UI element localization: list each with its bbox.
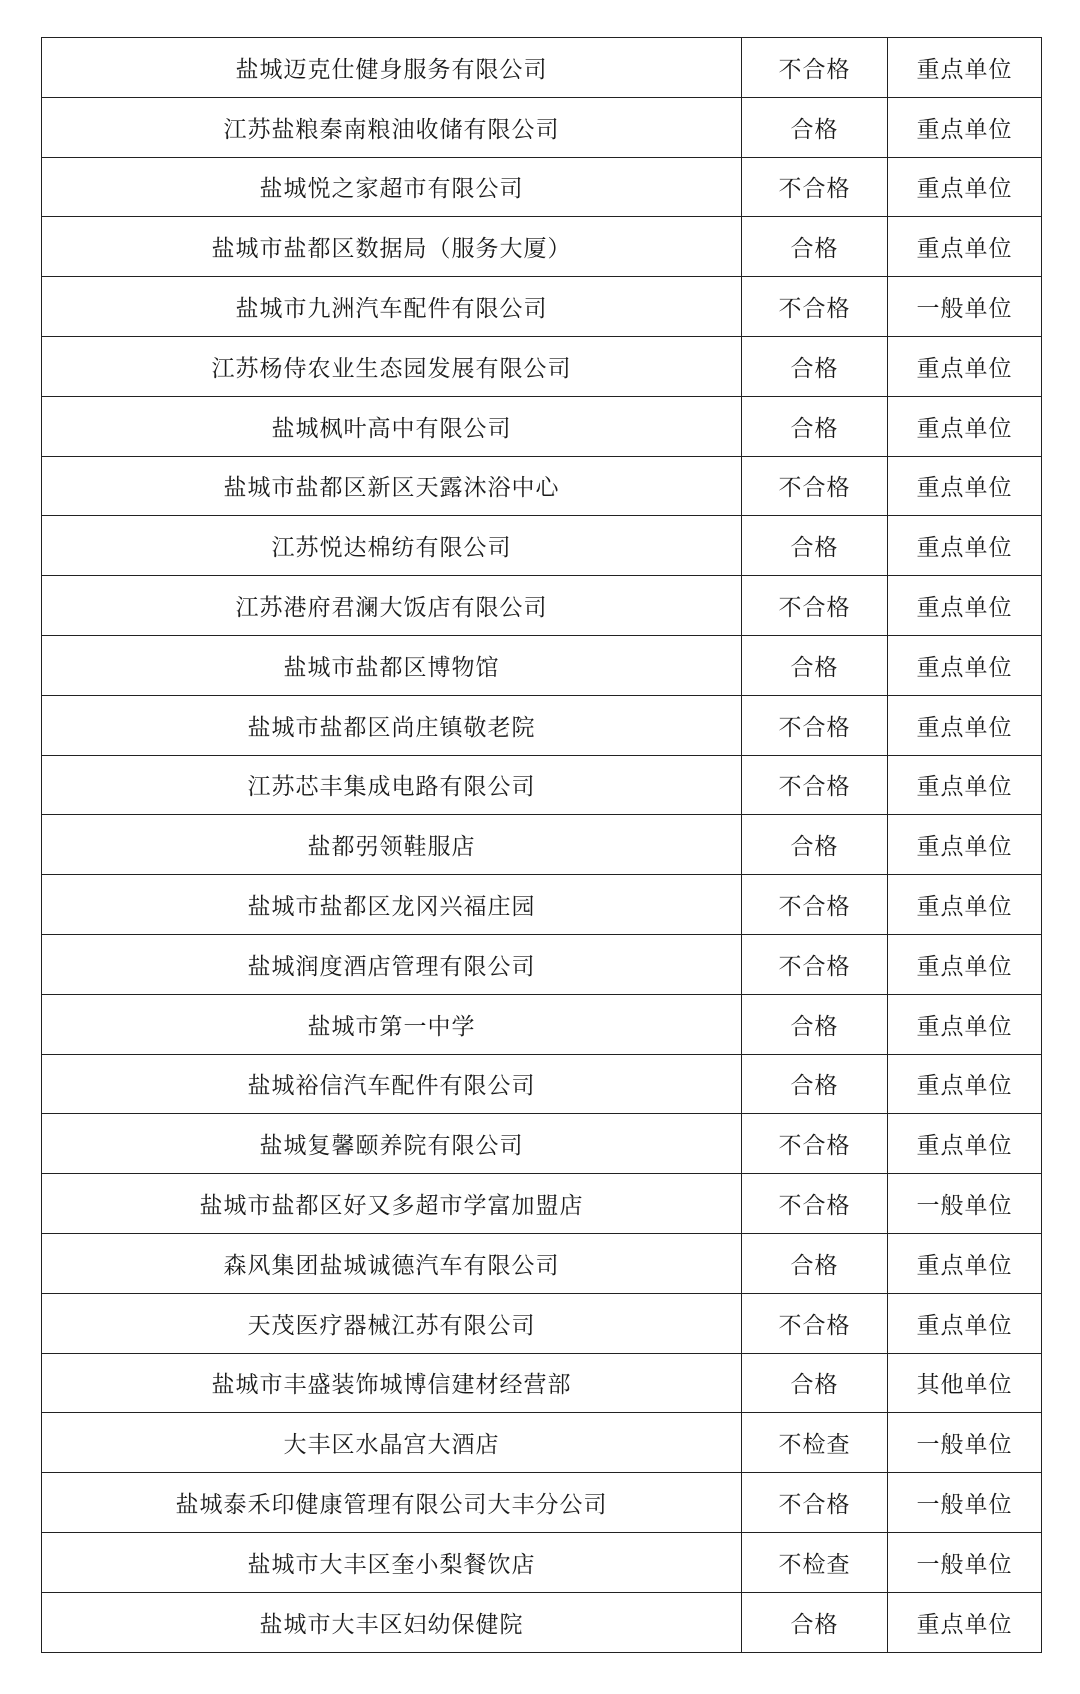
table-row [42, 1054, 1042, 1114]
unit-name-cell: 盐城市盐都区博物馆 [42, 635, 742, 695]
unit-name-cell: 盐城市盐都区数据局（服务大厦） [42, 217, 742, 277]
unit-level-cell: 重点单位 [888, 157, 1042, 217]
result-cell: 不合格 [742, 1174, 888, 1234]
result-cell: 不合格 [742, 1114, 888, 1174]
unit-level-cell: 重点单位 [888, 934, 1042, 994]
result-cell: 不合格 [742, 277, 888, 337]
table-row [42, 38, 1042, 98]
result-cell: 不合格 [742, 1293, 888, 1353]
result-cell: 合格 [742, 1054, 888, 1114]
table-row [42, 1293, 1042, 1353]
table-row [42, 516, 1042, 576]
unit-level-cell: 重点单位 [888, 875, 1042, 935]
table-row [42, 695, 1042, 755]
result-cell: 不合格 [742, 934, 888, 994]
unit-name-cell: 盐城市大丰区奎小梨餐饮店 [42, 1532, 742, 1592]
table-row [42, 576, 1042, 636]
unit-level-cell: 重点单位 [888, 38, 1042, 98]
unit-name-cell: 盐城市盐都区尚庄镇敬老院 [42, 695, 742, 755]
result-cell: 合格 [742, 516, 888, 576]
inspection-table [41, 37, 1042, 1653]
result-cell: 合格 [742, 1353, 888, 1413]
result-cell: 不合格 [742, 157, 888, 217]
unit-level-cell: 重点单位 [888, 635, 1042, 695]
inspection-table-body [42, 38, 1042, 1653]
unit-name-cell: 江苏芯丰集成电路有限公司 [42, 755, 742, 815]
unit-level-cell: 重点单位 [888, 1592, 1042, 1652]
table-row [42, 97, 1042, 157]
unit-level-cell: 重点单位 [888, 815, 1042, 875]
result-cell: 不合格 [742, 695, 888, 755]
result-cell: 不合格 [742, 1473, 888, 1533]
unit-level-cell: 重点单位 [888, 97, 1042, 157]
result-cell: 合格 [742, 815, 888, 875]
table-row [42, 1114, 1042, 1174]
unit-name-cell: 江苏悦达棉纺有限公司 [42, 516, 742, 576]
table-row [42, 277, 1042, 337]
result-cell: 合格 [742, 97, 888, 157]
unit-name-cell: 盐城润度酒店管理有限公司 [42, 934, 742, 994]
unit-level-cell: 其他单位 [888, 1353, 1042, 1413]
unit-name-cell: 森风集团盐城诚德汽车有限公司 [42, 1233, 742, 1293]
table-row [42, 396, 1042, 456]
unit-level-cell: 一般单位 [888, 1413, 1042, 1473]
unit-name-cell: 盐城市盐都区龙冈兴福庄园 [42, 875, 742, 935]
result-cell: 合格 [742, 1592, 888, 1652]
unit-level-cell: 一般单位 [888, 1174, 1042, 1234]
unit-level-cell: 重点单位 [888, 396, 1042, 456]
unit-name-cell: 盐城迈克仕健身服务有限公司 [42, 38, 742, 98]
unit-name-cell: 盐都弜领鞋服店 [42, 815, 742, 875]
unit-name-cell: 盐城市盐都区好又多超市学富加盟店 [42, 1174, 742, 1234]
unit-name-cell: 天茂医疗器械江苏有限公司 [42, 1293, 742, 1353]
table-row [42, 1592, 1042, 1652]
unit-level-cell: 重点单位 [888, 1293, 1042, 1353]
result-cell: 合格 [742, 635, 888, 695]
result-cell: 不合格 [742, 456, 888, 516]
unit-level-cell: 重点单位 [888, 695, 1042, 755]
unit-level-cell: 重点单位 [888, 576, 1042, 636]
unit-name-cell: 盐城市盐都区新区天露沐浴中心 [42, 456, 742, 516]
unit-level-cell: 一般单位 [888, 277, 1042, 337]
table-row [42, 1413, 1042, 1473]
result-cell: 不合格 [742, 38, 888, 98]
unit-level-cell: 重点单位 [888, 1054, 1042, 1114]
unit-level-cell: 重点单位 [888, 1114, 1042, 1174]
table-row [42, 1174, 1042, 1234]
table-row [42, 157, 1042, 217]
table-row [42, 635, 1042, 695]
unit-level-cell: 重点单位 [888, 456, 1042, 516]
table-row [42, 755, 1042, 815]
table-row [42, 994, 1042, 1054]
unit-name-cell: 盐城裕信汽车配件有限公司 [42, 1054, 742, 1114]
table-row [42, 1473, 1042, 1533]
unit-name-cell: 盐城市大丰区妇幼保健院 [42, 1592, 742, 1652]
result-cell: 合格 [742, 217, 888, 277]
unit-name-cell: 大丰区水晶宫大酒店 [42, 1413, 742, 1473]
unit-level-cell: 重点单位 [888, 994, 1042, 1054]
unit-level-cell: 重点单位 [888, 1233, 1042, 1293]
unit-level-cell: 重点单位 [888, 217, 1042, 277]
unit-name-cell: 盐城市第一中学 [42, 994, 742, 1054]
unit-level-cell: 重点单位 [888, 755, 1042, 815]
unit-name-cell: 盐城枫叶高中有限公司 [42, 396, 742, 456]
result-cell: 不合格 [742, 875, 888, 935]
unit-name-cell: 江苏港府君澜大饭店有限公司 [42, 576, 742, 636]
table-row [42, 336, 1042, 396]
table-row [42, 217, 1042, 277]
unit-name-cell: 盐城市丰盛装饰城博信建材经营部 [42, 1353, 742, 1413]
table-row [42, 875, 1042, 935]
result-cell: 合格 [742, 396, 888, 456]
unit-level-cell: 一般单位 [888, 1473, 1042, 1533]
result-cell: 不合格 [742, 576, 888, 636]
unit-name-cell: 江苏杨侍农业生态园发展有限公司 [42, 336, 742, 396]
unit-name-cell: 盐城悦之家超市有限公司 [42, 157, 742, 217]
table-row [42, 934, 1042, 994]
result-cell: 合格 [742, 1233, 888, 1293]
result-cell: 合格 [742, 994, 888, 1054]
unit-name-cell: 江苏盐粮秦南粮油收储有限公司 [42, 97, 742, 157]
result-cell: 不检查 [742, 1532, 888, 1592]
table-row [42, 1233, 1042, 1293]
result-cell: 合格 [742, 336, 888, 396]
table-row [42, 815, 1042, 875]
unit-name-cell: 盐城泰禾印健康管理有限公司大丰分公司 [42, 1473, 742, 1533]
unit-level-cell: 重点单位 [888, 516, 1042, 576]
table-row [42, 1353, 1042, 1413]
result-cell: 不合格 [742, 755, 888, 815]
unit-level-cell: 一般单位 [888, 1532, 1042, 1592]
table-row [42, 456, 1042, 516]
unit-name-cell: 盐城市九洲汽车配件有限公司 [42, 277, 742, 337]
table-row [42, 1532, 1042, 1592]
unit-name-cell: 盐城复馨颐养院有限公司 [42, 1114, 742, 1174]
unit-level-cell: 重点单位 [888, 336, 1042, 396]
result-cell: 不检查 [742, 1413, 888, 1473]
